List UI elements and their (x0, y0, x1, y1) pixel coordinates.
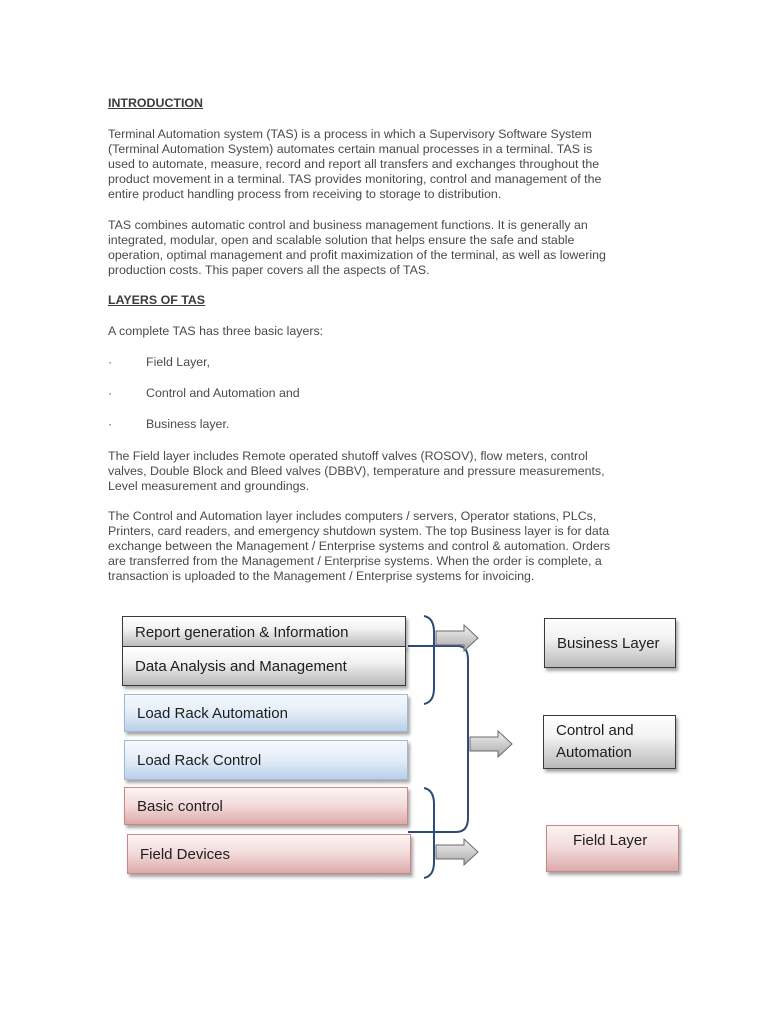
text-line: are transferred from the Management / Enterprise systems. When the order is complete, a (108, 554, 602, 568)
text-line: Printers, card readers, and emergency shutdown system. The top Business layer is for data (108, 524, 610, 538)
bullet-label: Field Layer, (146, 355, 211, 369)
layers-heading: LAYERS OF TAS (108, 293, 206, 307)
text-line: transaction is uploaded to the Management / Enterprise systems for invoicing. (108, 569, 535, 583)
load-rack-automation-box (124, 694, 408, 732)
control-automation-box (543, 715, 676, 769)
control-automation-label-line2: Automation (556, 744, 632, 761)
text-line: The Control and Automation layer includes computers / servers, Operator stations, PLCs, (108, 509, 597, 523)
text-line: used to automate, measure, record and report all transfers and exchanges throughout the (108, 157, 600, 171)
bullet-dot: · (108, 355, 113, 369)
report-generation-box (122, 616, 406, 648)
text-line: entire product handling process from receiving to storage to distribution. (108, 187, 502, 201)
control-automation-label-line1: Control and (556, 722, 634, 739)
text-line: product movement in a terminal. TAS provides monitoring, control and management of the (108, 172, 602, 186)
text-line: integrated, modular, open and scalable solution that helps ensure the safe and stable (108, 233, 575, 247)
bullet-dot: · (108, 386, 113, 400)
text-line: valves, Double Block and Bleed valves (DBBV), temperature and pressure measurements, (108, 464, 605, 478)
business-layer-box (544, 618, 676, 668)
load-rack-control-label: Load Rack Control (137, 751, 262, 769)
layers-intro: A complete TAS has three basic layers: (108, 324, 324, 338)
arrow-business (436, 625, 478, 651)
text-line: production costs. This paper covers all the aspects of TAS. (108, 263, 430, 277)
arrow-control (470, 731, 512, 757)
field-devices-box (127, 834, 411, 874)
field-layer-label: Field Layer (573, 832, 648, 849)
text-line: TAS combines automatic control and business management functions. It is generally an (108, 218, 588, 232)
text-line: (Terminal Automation System) automates certain manual processes in a terminal. TAS is (108, 142, 593, 156)
introduction-heading: INTRODUCTION (108, 96, 203, 110)
text-line: Terminal Automation system (TAS) is a process in which a Supervisory Software System (108, 127, 592, 141)
data-analysis-box (122, 646, 406, 686)
top-bracket (424, 616, 434, 704)
text-line: operation, optimal management and profit maximization of the terminal, as well as lowering (108, 248, 606, 262)
bullet-dot: · (108, 417, 113, 431)
bullet-label: Control and Automation and (146, 386, 300, 400)
field-layer-box (546, 825, 679, 872)
load-rack-control-box (124, 740, 408, 780)
middle-connector (408, 646, 468, 832)
field-devices-label: Field Devices (140, 845, 231, 863)
text-line: Level measurement and groundings. (108, 479, 310, 493)
data-analysis-label: Data Analysis and Management (135, 657, 347, 675)
arrow-field (436, 839, 478, 865)
basic-control-label: Basic control (137, 797, 223, 815)
business-layer-label: Business Layer (557, 634, 660, 652)
load-rack-automation-label: Load Rack Automation (137, 704, 288, 722)
bullet-label: Business layer. (146, 417, 230, 431)
text-line: The Field layer includes Remote operated shutoff valves (ROSOV), flow meters, control (108, 449, 588, 463)
basic-control-box (124, 787, 408, 825)
text-line: exchange between the Management / Enterprise systems and control & automation. Orders (108, 539, 611, 553)
report-generation-label: Report generation & Information (135, 623, 349, 641)
